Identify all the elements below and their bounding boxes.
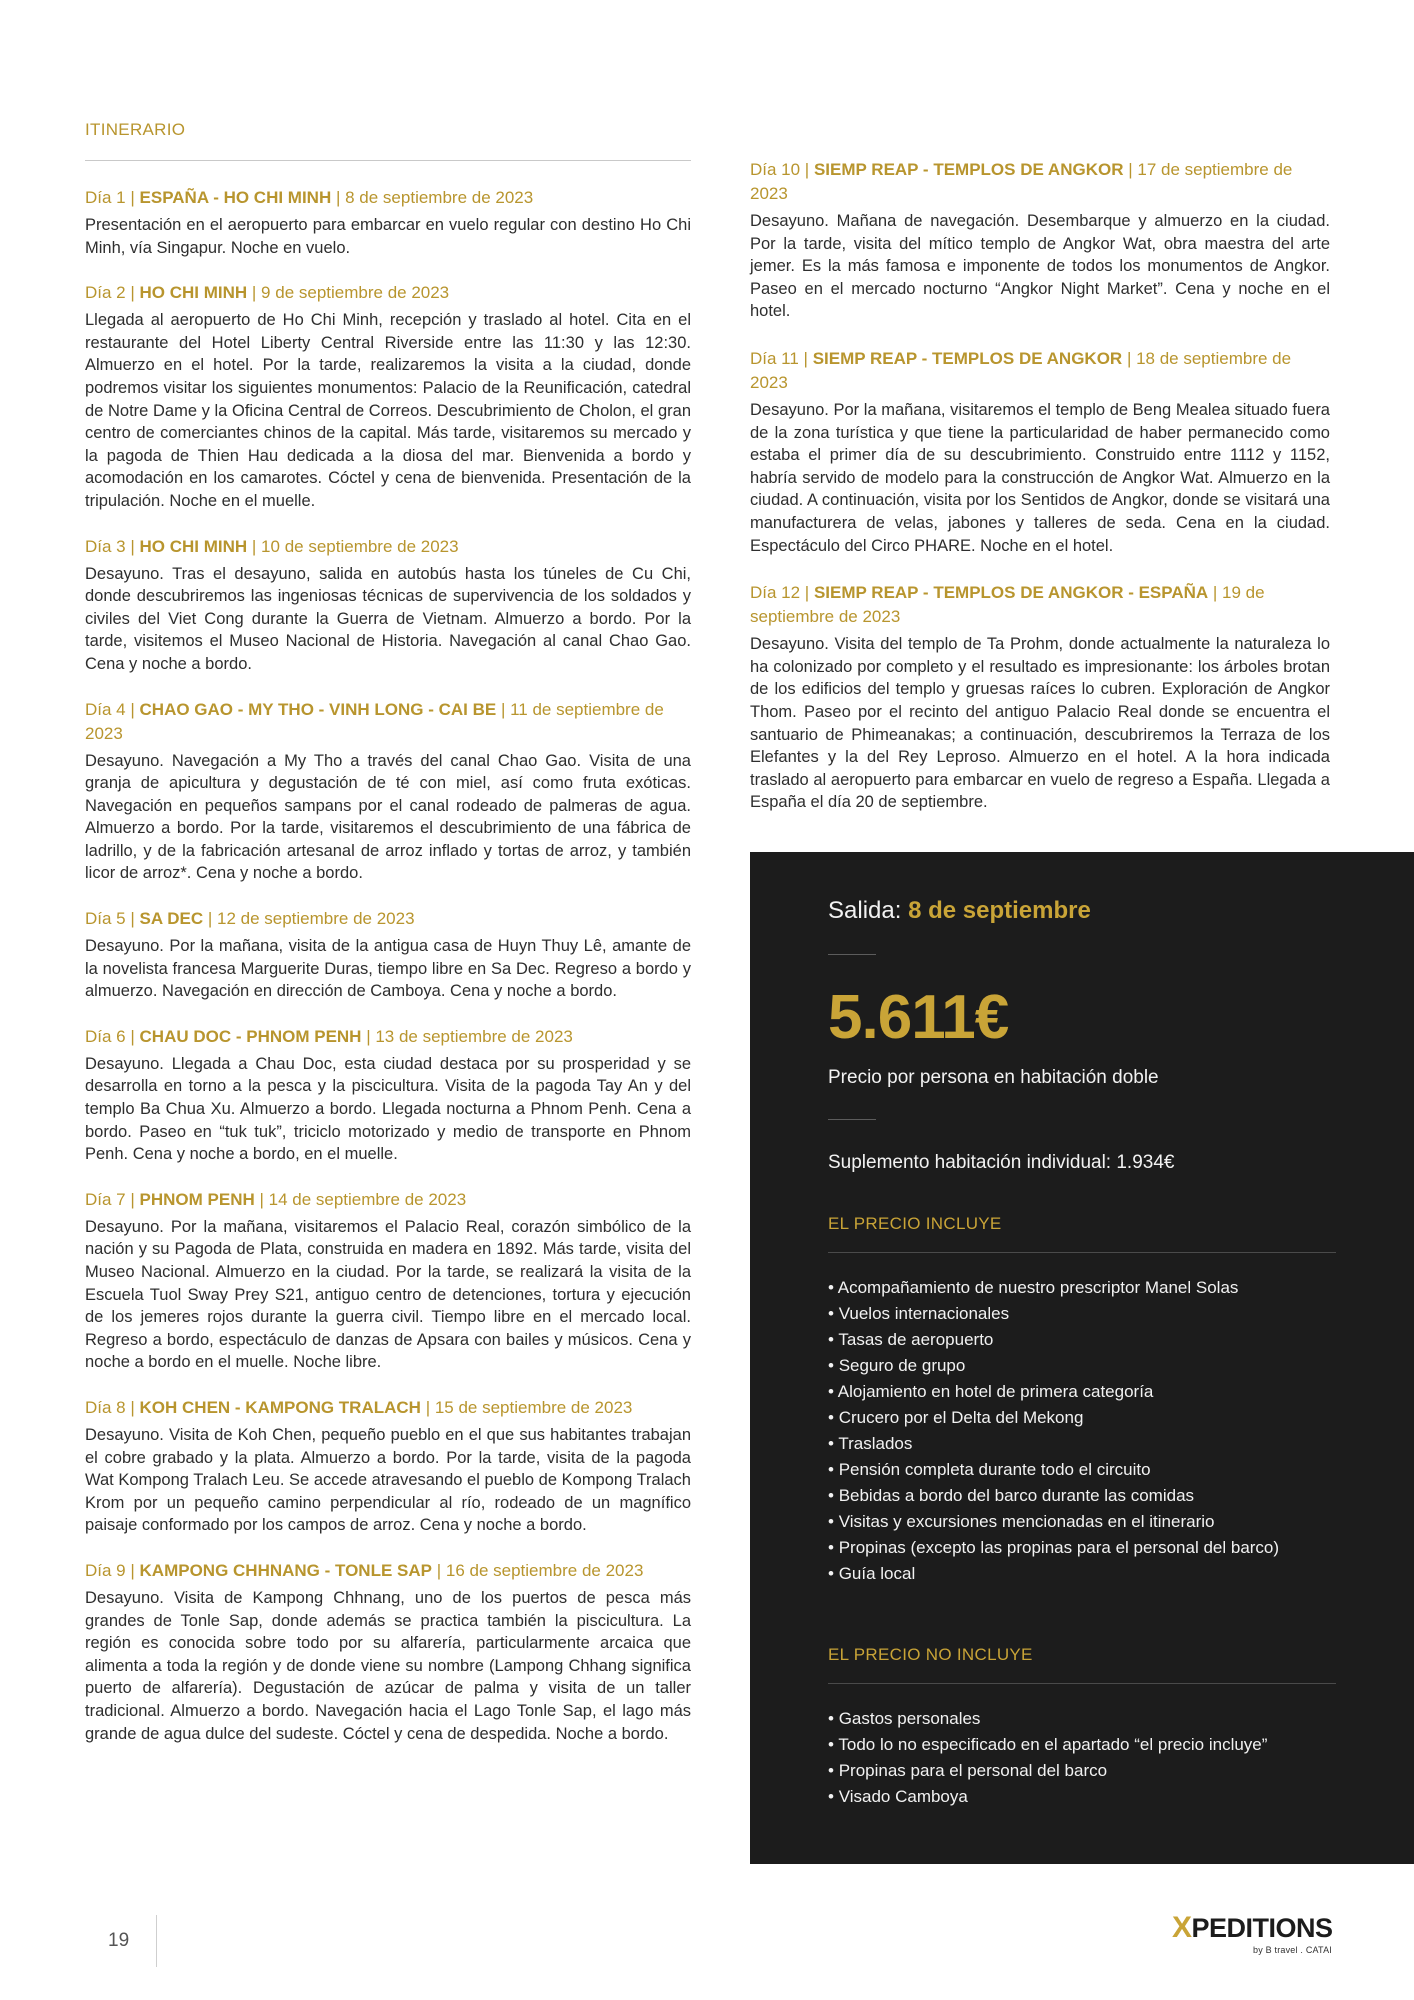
day-number: Día 9 |: [85, 1560, 135, 1580]
day-heading: [85, 1025, 691, 1049]
day-number: Día 4 |: [85, 699, 135, 719]
day-number: Día 6 |: [85, 1026, 135, 1046]
day-description: Desayuno. Por la mañana, visitaremos el templo de Beng Mealea situado fuera de la zona turística y que tiene la particularidad de haber permanecido como estaba el primer día de su descubrimiento. Construido entre 1112 y 1152, habría servido de modelo para la construcción de Angkor Wat. Almuerzo en la ciudad. A continuación, visita por los Sentidos de Angkor, donde se visitará una manufacturera de velas, jabones y talleres de seda. Cena en la ciudad. Espectáculo del Circo PHARE. Noche en el hotel.: [750, 400, 1330, 555]
itinerary-day: [85, 1396, 691, 1537]
itinerary-day: [85, 907, 691, 1003]
day-place: SIEMP REAP - TEMPLOS DE ANGKOR: [813, 160, 1124, 179]
day-date: | 17 de septiembre de 2023: [750, 160, 1293, 203]
list-item: • Traslados: [828, 1431, 1336, 1457]
divider: [85, 160, 691, 161]
single-supplement: Suplemento habitación individual: 1.934€: [828, 1152, 1175, 1173]
day-place: ESPAÑA - HO CHI MINH: [139, 188, 332, 207]
day-date: | 16 de septiembre de 2023: [436, 1560, 644, 1580]
day-heading: [85, 281, 691, 305]
itinerary-day: [85, 698, 691, 886]
itinerary-day: [85, 535, 691, 676]
itinerary-day: [750, 581, 1330, 814]
divider: [156, 1915, 157, 1967]
list-item: • Propinas para el personal del barco: [828, 1758, 1336, 1784]
list-item: • Bebidas a bordo del barco durante las comidas: [828, 1483, 1336, 1509]
day-place: HO CHI MINH: [139, 283, 248, 303]
day-date: | 11 de septiembre de 2023: [85, 699, 664, 743]
day-description: Llegada al aeropuerto de Ho Chi Minh, recepción y traslado al hotel. Cita en el restaurante del Hotel Liberty Central Riverside entre las 11:30 y las 12:30. Almuerzo en el hotel. Por la tarde, realizaremos la visita a la ciudad, donde podremos visitar los siguientes monumentos: Palacio de la Reunificación, catedral de Notre Dame y la Oficina Central de Correos. Descubrimiento de Cholon, el gran centro de comerciantes chinos de la capital. Más tarde, visitaremos su mercado y la pagoda de Thien Hau dedicada a la diosa del mar. Bienvenida a bordo y acomodación en los camarotes. Cóctel y cena de bienvenida. Presentación de la tripulación. Noche en el muelle.: [85, 311, 691, 510]
day-description: Desayuno. Por la mañana, visitaremos el Palacio Real, corazón simbólico de la nación y su Pagoda de Plata, construida en madera en 1892. Más tarde, visita del Museo Nacional. Almuerzo en la ciudad. Por la tarde, se realizará la visita de la Escuela Tuol Sway Prey S21, antiguo centro de detenciones, tortura y ejecución de los jemeres rojos durante la guerra civil. Tiempo libre en el mercado local. Regreso a bordo, espectáculo de danzas de Apsara con bailes y músicos. Cena y noche a bordo en el muelle. Noche libre.: [85, 1217, 691, 1372]
day-heading: [85, 535, 691, 559]
price-note: Precio por persona en habitación doble: [828, 1067, 1159, 1088]
day-heading: [85, 907, 691, 931]
price-box: [750, 852, 1414, 1864]
day-description: Desayuno. Navegación a My Tho a través del canal Chao Gao. Visita de una granja de apicultura y degustación de té con miel, así como fruta exóticas. Navegación en pequeños sampans por el canal rodeado de palmeras de agua. Almuerzo a bordo. Por la tarde, visitaremos el descubrimiento de una fábrica de ladrillo, y de la fabricación artesanal de arroz inflado y tortas de arroz, y también licor de arroz*. Cena y noche a bordo.: [85, 751, 691, 883]
day-number: Día 5 |: [85, 909, 135, 929]
includes-list: [828, 1275, 1336, 1587]
price: 5.611€: [828, 983, 1009, 1052]
list-item: • Acompañamiento de nuestro prescriptor Manel Solas: [828, 1275, 1336, 1301]
departure-label: Salida:: [828, 897, 902, 924]
day-heading: [85, 186, 691, 210]
day-number: Día 3 |: [85, 536, 135, 556]
section-label: ITINERARIO: [85, 120, 186, 139]
divider: [828, 954, 876, 955]
itinerary-day: [85, 1025, 691, 1166]
day-number: Día 12 |: [750, 583, 810, 603]
list-item: • Visitas y excursiones mencionadas en el itinerario: [828, 1509, 1336, 1535]
day-date: | 18 de septiembre de 2023: [750, 348, 1292, 392]
departure-date: 8 de septiembre: [908, 897, 1091, 924]
day-number: Día 7 |: [85, 1189, 135, 1209]
page-number: 19: [108, 1930, 130, 1951]
day-date: | 19 de septiembre de 2023: [750, 583, 1265, 627]
day-number: Día 2 |: [85, 283, 135, 303]
day-place: CHAO GAO - MY THO - VINH LONG - CAI BE: [139, 699, 497, 719]
day-date: | 9 de septiembre de 2023: [251, 283, 450, 303]
itinerary-day: [85, 186, 691, 259]
day-heading: [85, 1188, 691, 1212]
day-date: | 10 de septiembre de 2023: [251, 536, 459, 556]
list-item: • Crucero por el Delta del Mekong: [828, 1405, 1336, 1431]
list-item: • Alojamiento en hotel de primera categoría: [828, 1379, 1336, 1405]
day-number: Día 10 |: [750, 160, 810, 179]
itinerary-left-column: [85, 186, 691, 1767]
day-description: Presentación en el aeropuerto para embarcar en vuelo regular con destino Ho Chi Minh, vía Singapur. Noche en vuelo.: [85, 216, 691, 257]
day-place: SIEMP REAP - TEMPLOS DE ANGKOR: [812, 348, 1123, 368]
divider: [828, 1119, 876, 1120]
list-item: • Visado Camboya: [828, 1784, 1336, 1810]
day-number: Día 1 |: [85, 188, 135, 207]
itinerary-day: [85, 1188, 691, 1374]
day-description: Desayuno. Visita de Koh Chen, pequeño pueblo en el que sus habitantes trabajan el cobre grabado y la plata. Almuerzo a bordo. Por la tarde, visita de la pagoda Wat Kompong Tralach Leu. Se accede atravesando el pueblo de Kompong Tralach Krom por un pequeño camino perpendicular al río, rodeado de un magnífico paisaje conformado por los campos de arroz. Cena y noche a bordo.: [85, 1425, 691, 1535]
day-description: Desayuno. Visita de Kampong Chhnang, uno de los puertos de pesca más grandes de Tonle Sap, donde además se practica también la piscicultura. La región es conocida sobre todo por su alfarería, particularmente arcaica que alimenta a toda la región y de donde viene su nombre (Lampong Chhang significa puerto de alfarería). Degustación de azúcar de palma y visita de un taller tradicional. Almuerzo a bordo. Navegación hacia el Lago Tonle Sap, el lago más grande de agua dulce del sudeste. Cóctel y cena de despedida. Noche a bordo.: [85, 1588, 691, 1743]
list-item: • Guía local: [828, 1561, 1336, 1587]
list-item: • Propinas (excepto las propinas para el personal del barco): [828, 1535, 1336, 1561]
day-date: | 14 de septiembre de 2023: [259, 1189, 467, 1209]
logo-subtitle: by B travel . CATAI: [1253, 1945, 1332, 1955]
itinerary-day: [750, 347, 1330, 557]
day-place: PHNOM PENH: [139, 1189, 255, 1209]
logo-x: X: [1172, 1911, 1192, 1944]
day-heading: [85, 698, 691, 746]
day-place: HO CHI MINH: [139, 536, 248, 556]
day-description: Desayuno. Visita del templo de Ta Prohm, donde actualmente la naturaleza lo ha colonizado por completo y el resultado es impresionante: los árboles brotan de los edificios del templo y gruesas raíces lo cubren. Exploración de Angkor Thom. Paseo por el recinto del antiguo Palacio Real donde se encuentra el santuario de Phimeanakas; a continuación, descubriremos la Terraza de los Elefantes y la del Rey Leproso. Almuerzo en el hotel. A la hora indicada traslado al aeropuerto para embarcar en vuelo de regreso a España. Llegada a España el día 20 de septiembre.: [750, 635, 1330, 812]
divider: [828, 1683, 1336, 1684]
itinerary-day: [85, 1559, 691, 1745]
itinerary-day: [85, 281, 691, 512]
list-item: • Tasas de aeropuerto: [828, 1327, 1336, 1353]
day-place: CHAU DOC - PHNOM PENH: [139, 1026, 362, 1046]
itinerary-right-column: [750, 158, 1330, 838]
excludes-list: [828, 1706, 1336, 1810]
day-heading: [85, 1559, 691, 1583]
day-heading: [750, 347, 1330, 395]
day-heading: [85, 1396, 691, 1420]
brand-logo: [1172, 1913, 1332, 1963]
day-number: Día 8 |: [85, 1397, 135, 1417]
day-description: Desayuno. Llegada a Chau Doc, esta ciudad destaca por su prosperidad y se desarrolla en torno a la pesca y la piscicultura. Visita de la pagoda Tay An y del templo Ba Chua Xu. Almuerzo a bordo. Llegada nocturna a Phnom Penh. Cena a bordo. Paseo en “tuk tuk”, triciclo motorizado y medio de transporte en Phnom Penh. Cena y noche a bordo, en el muelle.: [85, 1054, 691, 1164]
list-item: • Vuelos internacionales: [828, 1301, 1336, 1327]
day-heading: [750, 158, 1330, 206]
day-date: | 12 de septiembre de 2023: [207, 909, 415, 929]
day-description: Desayuno. Por la mañana, visita de la antigua casa de Huyn Thuy Lê, amante de la novelista francesa Marguerite Duras, tiempo libre en Sa Dec. Regreso a bordo y almuerzo. Navegación en dirección de Camboya. Cena y noche a bordo.: [85, 937, 691, 1001]
day-date: | 8 de septiembre de 2023: [335, 188, 534, 207]
list-item: • Pensión completa durante todo el circuito: [828, 1457, 1336, 1483]
day-date: | 13 de septiembre de 2023: [366, 1026, 573, 1046]
logo-text: PEDITIONS: [1191, 1913, 1333, 1943]
excludes-title: EL PRECIO NO INCLUYE: [828, 1645, 1033, 1664]
day-place: SA DEC: [139, 909, 204, 929]
day-place: KOH CHEN - KAMPONG TRALACH: [139, 1397, 421, 1417]
list-item: • Seguro de grupo: [828, 1353, 1336, 1379]
day-number: Día 11 |: [750, 348, 808, 368]
day-heading: [750, 581, 1330, 629]
day-description: Desayuno. Mañana de navegación. Desembarque y almuerzo en la ciudad. Por la tarde, visita del mítico templo de Angkor Wat, obra maestra del arte jemer. Es la más famosa e imponente de todos los monumentos de Angkor. Paseo en el mercado nocturno “Angkor Night Market”. Cena y noche en el hotel.: [750, 212, 1330, 321]
departure-line: [828, 896, 1336, 926]
day-description: Desayuno. Tras el desayuno, salida en autobús hasta los túneles de Cu Chi, donde descubriremos las ingeniosas técnicas de supervivencia de los soldados y civiles del Viet Cong durante la Guerra de Vietnam. Almuerzo a bordo. Por la tarde, visitemos el Museo Nacional de Historia. Navegación al canal Chao Gao. Cena y noche a bordo.: [85, 564, 691, 673]
day-place: KAMPONG CHHNANG - TONLE SAP: [139, 1560, 432, 1580]
list-item: • Gastos personales: [828, 1706, 1336, 1732]
includes-title: EL PRECIO INCLUYE: [828, 1214, 1002, 1233]
divider: [828, 1252, 1336, 1253]
list-item: • Todo lo no especificado en el apartado “el precio incluye”: [828, 1732, 1336, 1758]
day-place: SIEMP REAP - TEMPLOS DE ANGKOR - ESPAÑA: [813, 583, 1209, 603]
itinerary-day: [750, 158, 1330, 323]
day-date: | 15 de septiembre de 2023: [425, 1397, 633, 1417]
